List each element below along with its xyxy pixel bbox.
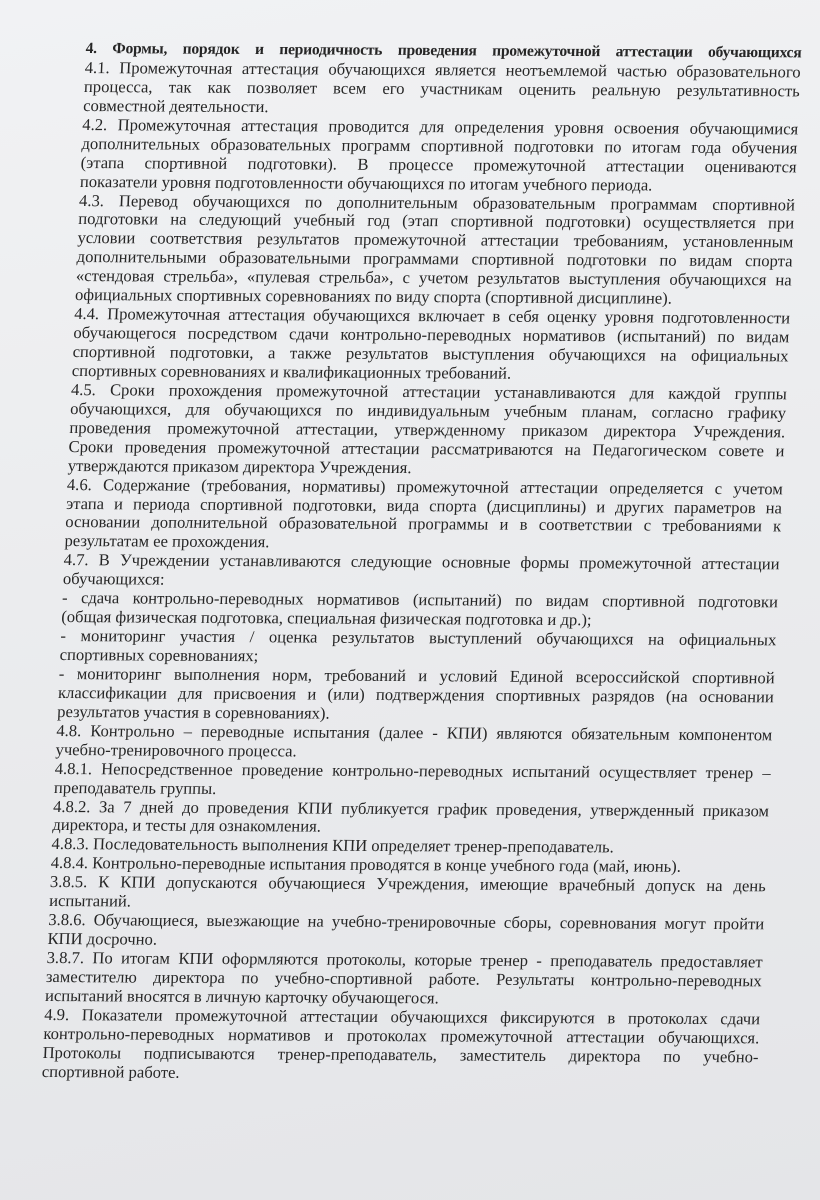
- text-line: 4.2. Промежуточная аттестация проводится для определения уровня освоения обучающимися: [81, 114, 799, 139]
- paragraph: [57, 665, 775, 726]
- text-line: 4.8. Контрольно – переводные испытания (далее - КПИ) являются обязательным компонентом: [56, 720, 773, 745]
- text-line: 4.3. Перевод обучающихся по дополнительным образовательным программам спортивной: [78, 190, 796, 214]
- paragraph: [52, 797, 769, 839]
- paragraph: [71, 305, 790, 385]
- text-line: - мониторинг участия / оценка результатов выступлений обучающихся на официальных: [60, 626, 777, 650]
- text-line: 4.8.3. Последовательность выполнения КПИ определяет тренер-преподаватель.: [51, 834, 615, 857]
- text-line: учебно-тренировочного процесса.: [55, 739, 298, 761]
- text-line: классификации для присвоения и (или) подтверждения спортивных разрядов (на основании: [57, 682, 775, 707]
- paragraph: [64, 476, 783, 556]
- text-line: 4.8.2. За 7 дней до проведения КПИ публикуется график проведения, утвержденный приказом: [52, 796, 770, 820]
- text-line: заместителю директора по учебно-спортивной работе. Результаты контрольно-переводных: [45, 966, 763, 991]
- text-line: 3.8.7. По итогам КПИ оформляются протоколы, которые тренер - преподаватель предоставляет: [46, 947, 763, 972]
- text-line: основании дополнительной образовательной программы и в соответствии с требованиями к: [64, 512, 782, 536]
- text-line: процесса, так как позволяет всем его участникам оценить реальную результативность: [83, 76, 801, 101]
- text-line: результатов участия в соревнованиях).: [56, 701, 331, 723]
- text-line: результатам ее прохождения.: [64, 531, 270, 552]
- text-line: спортивных соревнованиях и квалификационных требований.: [71, 360, 512, 383]
- text-line: 3.8.5. К КПИ допускаются обучающиеся Учреждения, имеющие врачебный допуск на день: [49, 872, 767, 896]
- text-line: - мониторинг выполнения норм, требований и условий Единой всероссийской спортивной: [58, 663, 776, 688]
- text-line: обучающегося посредством сдачи контрольно-переводных нормативов (испытаний) по видам: [73, 323, 790, 347]
- text-line: официальных спортивных соревнованиях по виду спорта (спортивной дисциплине).: [74, 285, 673, 308]
- text-line: преподаватель группы.: [53, 777, 217, 798]
- paragraph: [41, 1006, 760, 1086]
- text-line: спортивной подготовки, а также результатов выступления обучающихся на официальных: [72, 341, 789, 366]
- text-line: обучающихся:: [62, 569, 165, 589]
- text-line: Протоколы подписываются тренер-преподаватель, заместитель директора по учебно-: [42, 1042, 759, 1067]
- paragraph: [49, 873, 766, 915]
- document-body: [41, 59, 801, 1086]
- paragraph: [67, 381, 787, 480]
- text-line: проведения промежуточной аттестации, утвержденному приказом директора Учреждения.: [69, 417, 786, 442]
- text-line: этапа и периода спортивной подготовки, вида спорта (дисциплины) и других параметров на: [65, 493, 783, 517]
- text-line: КПИ досрочно.: [47, 929, 158, 949]
- paragraph: [47, 911, 764, 953]
- text-line: подготовки на следующий учебный год (этап спортивной подготовки) осуществляется при: [77, 209, 795, 233]
- text-line: 4.4. Промежуточная аттестация обучающихся включает в себя оценку уровня подготовленности: [73, 304, 791, 328]
- text-line: условии соответствия результатов промежуточной аттестации требованиям, установленным: [77, 228, 794, 252]
- text-line: 3.8.6. Обучающиеся, выезжающие на учебно-тренировочные сборы, соревнования могут пройти: [47, 910, 765, 934]
- text-line: испытаний вносятся в личную карточку обучающегося.: [44, 985, 440, 1008]
- text-line: 4.8.1. Непосредственное проведение контрольно-переводных испытаний осуществляет тренер –: [54, 758, 772, 782]
- text-line: (этапа спортивной подготовки). В процессе промежуточной аттестации оцениваются: [80, 152, 798, 176]
- text-line: совместной деятельности.: [82, 95, 270, 116]
- text-line: утверждаются приказом директора Учреждения.: [67, 455, 412, 477]
- text-line: дополнительных образовательных программ спортивной подготовки по итогам года обучения: [81, 133, 798, 158]
- text-line: (общая физическая подготовка, специальная физическая подготовка и др.);: [60, 607, 593, 630]
- paragraph: [83, 59, 801, 120]
- paragraph: [45, 949, 763, 1010]
- text-line: директора, и тесты для ознакомления.: [52, 815, 322, 837]
- paragraph: [61, 589, 778, 631]
- section-title: 4. Формы, порядок и периодичность проведения промежуточной аттестации обучающихся: [85, 40, 802, 62]
- text-line: «стендовая стрельба», «пулевая стрельба», с учетом результатов выступления обучающихся на: [75, 266, 793, 290]
- text-line: 4.8.4. Контрольно-переводные испытания проводятся в конце учебного года (май, июнь).: [50, 853, 682, 877]
- text-line: 4.5. Сроки прохождения промежуточной аттестации устанавливаются для каждой группы: [70, 379, 788, 404]
- paragraph: [59, 627, 776, 669]
- document-page: [41, 40, 801, 1086]
- text-line: спортивной работе.: [41, 1061, 181, 1082]
- paragraph: [75, 191, 796, 309]
- text-line: дополнительными образовательными программами спортивной подготовки по видам спорта: [76, 247, 793, 271]
- text-line: испытаний.: [48, 891, 132, 911]
- text-line: Сроки проведения промежуточной аттестации рассматриваются на Педагогическом совете и: [68, 436, 785, 461]
- text-line: 4.7. В Учреждении устанавливаются следующие основные формы промежуточной аттестации: [63, 550, 780, 574]
- text-line: спортивных соревнованиях;: [59, 644, 259, 666]
- text-line: 4.6. Содержание (требования, нормативы) промежуточной аттестации определяется с учетом: [66, 474, 784, 498]
- text-line: 4.1. Промежуточная аттестация обучающихся является неотъемлемой частью образовательного: [84, 57, 802, 82]
- text-line: показатели уровня подготовленности обучающихся по итогам учебного периода.: [79, 171, 653, 195]
- text-line: обучающихся, для обучающихся по индивидуальным учебным планам, согласно графику: [69, 398, 787, 423]
- text-line: контрольно-переводных нормативов и протоколах промежуточной аттестации обучающихся.: [43, 1023, 760, 1048]
- paragraph: [63, 551, 780, 593]
- paragraph: [80, 116, 799, 196]
- paragraph: [54, 760, 771, 802]
- text-line: - сдача контрольно-переводных нормативов (испытаний) по видам спортивной подготовки: [61, 588, 779, 612]
- paragraph: [55, 722, 772, 764]
- text-line: 4.9. Показатели промежуточной аттестации обучающихся фиксируются в протоколах сдачи: [43, 1004, 761, 1029]
